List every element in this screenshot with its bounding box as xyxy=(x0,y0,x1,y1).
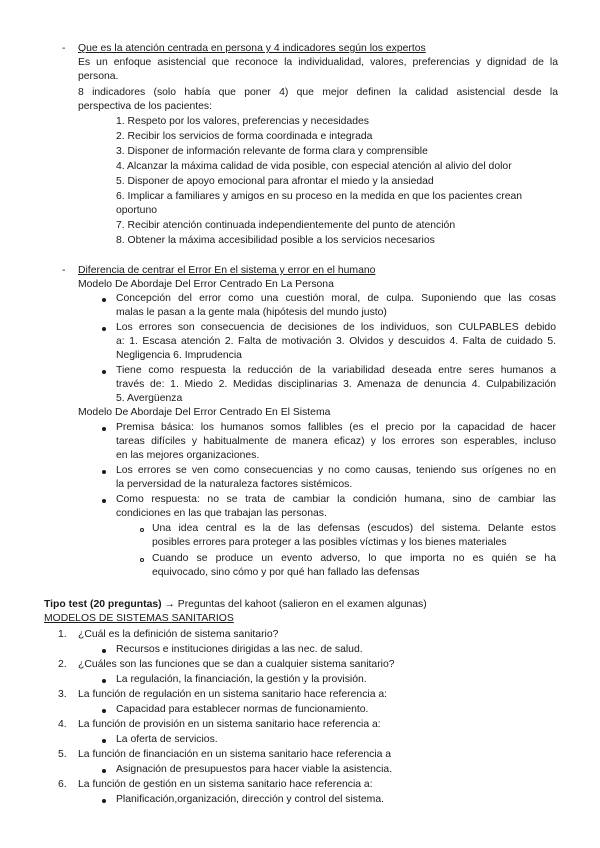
section2-dash: - xyxy=(62,265,66,276)
system-line: Premisa básica: los humanos somos fallibles (es el precio por la capacidad de hacer xyxy=(116,422,556,433)
question-number: 3. xyxy=(58,689,67,700)
system-line: en las mejores organizaciones. xyxy=(116,450,260,461)
sub-line: posibles errores para proteger a las posibles víctimas y los bienes materiales xyxy=(152,537,507,548)
indicator-item: 4. Alcanzar la máxima calidad de vida posible, con especial atención al alivio del dolor xyxy=(116,161,512,172)
question-text: La función de financiación en un sistema sanitario hace referencia a xyxy=(78,749,392,760)
answer-text: La regulación, la financiación, la gestión y la provisión. xyxy=(116,674,367,685)
indicator-item: 7. Recibir atención continuada independientemente del punto de atención xyxy=(116,220,456,231)
bullet-dot xyxy=(102,327,106,331)
indicator-item: 3. Disponer de información relevante de forma clara y comprensible xyxy=(116,146,428,157)
section1-heading: Que es la atención centrada en persona y 4 indicadores según los expertos xyxy=(78,43,426,54)
answer-text: Capacidad para establecer normas de funcionamiento. xyxy=(116,704,369,715)
test-title-rest: → Preguntas del kahoot (salieron en el examen algunas) xyxy=(161,599,427,610)
model-system-title: Modelo De Abordaje Del Error Centrado En El Sistema xyxy=(78,407,331,418)
bullet-dot xyxy=(102,298,106,302)
bullet-dot xyxy=(102,499,106,503)
bullet-dot xyxy=(102,370,106,374)
person-line: malas le pasan a la gente mala (hipótesis del mundo justo) xyxy=(116,307,387,318)
bullet-dot xyxy=(102,769,106,773)
question-number: 2. xyxy=(58,659,67,670)
bullet-dot xyxy=(102,649,106,653)
indicator-item: 6. Implicar a familiares y amigos en su proceso en la medida en que los pacientes crean xyxy=(116,191,523,202)
section1-intro2-line: 8 indicadores (solo había que poner 4) que mejor definen la calidad asistencial desde la xyxy=(78,87,558,98)
test-subtitle: MODELOS DE SISTEMAS SANITARIOS xyxy=(44,613,234,624)
system-line: Los errores se ven como consecuencias y no como causas, teniendo sus orígenes no en xyxy=(116,465,556,476)
person-line: a: 1. Escasa atención 2. Falta de motivación 3. Olvidos y descuidos 4. Falta de cuidado 5. xyxy=(116,336,556,347)
indicator-item: 8. Obtener la máxima accesibilidad posible a los servicios necesarios xyxy=(116,235,435,246)
sub-bullet-circle xyxy=(140,528,144,532)
question-text: ¿Cuáles son las funciones que se dan a cualquier sistema sanitario? xyxy=(78,659,395,670)
bullet-dot xyxy=(102,470,106,474)
person-line: través de: 1. Miedo 2. Medidas disciplinarias 3. Amenaza de denuncia 4. Culpabilización xyxy=(116,379,556,390)
question-text: La función de regulación en un sistema sanitario hace referencia a: xyxy=(78,689,388,700)
question-number: 1. xyxy=(58,629,67,640)
system-line: tareas difíciles y habitualmente de manera eficaz) y los errores son esperables, incluso xyxy=(116,436,556,447)
answer-text: Planificación,organización, dirección y control del sistema. xyxy=(116,794,384,805)
section2-heading: Diferencia de centrar el Error En el sistema y error en el humano xyxy=(78,265,376,276)
question-text: ¿Cuál es la definición de sistema sanitario? xyxy=(78,629,279,640)
person-line: Negligencia 6. Imprudencia xyxy=(116,350,242,361)
indicator-item: 1. Respeto por los valores, preferencias y necesidades xyxy=(116,116,369,127)
bullet-dot xyxy=(102,427,106,431)
bullet-dot xyxy=(102,709,106,713)
question-number: 6. xyxy=(58,779,67,790)
model-person-title: Modelo De Abordaje Del Error Centrado En La Persona xyxy=(78,279,334,290)
bullet-dot xyxy=(102,739,106,743)
system-line: la perversidad de la naturaleza factores sistémicos. xyxy=(116,479,353,490)
bullet-dot xyxy=(102,799,106,803)
bullet-dot xyxy=(102,679,106,683)
section1-intro-line: persona. xyxy=(78,71,119,82)
question-number: 4. xyxy=(58,719,67,730)
indicator-item: 2. Recibir los servicios de forma coordinada e integrada xyxy=(116,131,373,142)
person-line: Los errores son consecuencia de decisiones de los individuos, son CULPABLES debido xyxy=(116,322,556,333)
person-line: 5. Avergüenza xyxy=(116,393,183,404)
section1-dash: - xyxy=(62,43,66,54)
test-title-bold: Tipo test (20 preguntas) xyxy=(44,599,162,610)
system-line: condiciones en las que trabajan las personas. xyxy=(116,508,327,519)
question-text: La función de provisión en un sistema sanitario hace referencia a: xyxy=(78,719,381,730)
sub-line: Una idea central es la de las defensas (escudos) del sistema. Delante estos xyxy=(152,523,556,534)
question-text: La función de gestión en un sistema sanitario hace referencia a: xyxy=(78,779,373,790)
system-line: Como respuesta: no se trata de cambiar la condición humana, sino de cambiar las xyxy=(116,494,556,505)
section1-intro-line: Es un enfoque asistencial que reconoce la individualidad, valores, preferencias y dignidad de la xyxy=(78,57,558,68)
sub-line: Cuando se produce un evento adverso, lo que importa no es quién se ha xyxy=(152,553,556,564)
section1-intro2-line: perspectiva de los pacientes: xyxy=(78,101,213,112)
answer-text: Asignación de presupuestos para hacer viable la asistencia. xyxy=(116,764,393,775)
answer-text: La oferta de servicios. xyxy=(116,734,218,745)
answer-text: Recursos e instituciones dirigidas a las nec. de salud. xyxy=(116,644,363,655)
indicator-item: oportuno xyxy=(116,205,158,216)
sub-bullet-circle xyxy=(140,558,144,562)
test-title xyxy=(44,598,427,612)
sub-line: equivocado, sino cómo y por qué han fallado las defensas xyxy=(152,567,420,578)
question-number: 5. xyxy=(58,749,67,760)
person-line: Tiene como respuesta la reducción de la variabilidad deseada entre seres humanos a xyxy=(116,365,556,376)
person-line: Concepción del error como una cuestión moral, de culpa. Suponiendo que las cosas xyxy=(116,293,556,304)
indicator-item: 5. Disponer de apoyo emocional para afrontar el miedo y la ansiedad xyxy=(116,176,434,187)
